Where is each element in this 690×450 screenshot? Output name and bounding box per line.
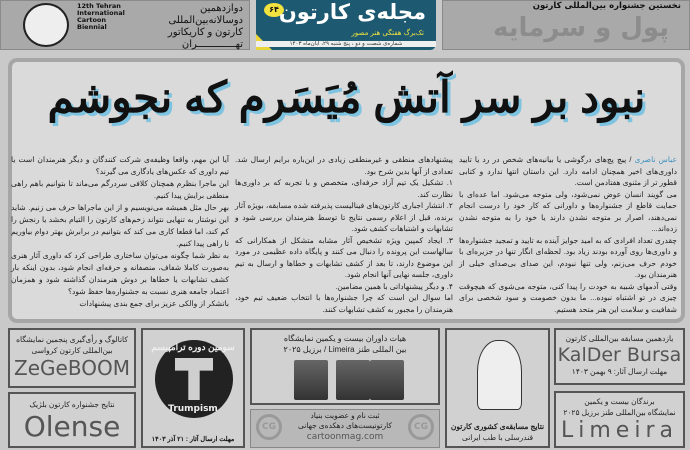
magazine-name: مجله‌ی کارتون — [278, 0, 426, 24]
ad-deadline: مهلت ارسال آثار: ۹ بهمن ۱۴۰۳ — [571, 367, 668, 376]
ad-national[interactable] — [445, 328, 550, 448]
doctor-cartoon-icon — [477, 340, 522, 410]
ad-text: برندگان بیست و یکمین — [584, 397, 655, 406]
paragraph: ۳. ایجاد کمپین ویژه تشخیص آثار مشابه متشکل از همکارانی که سالهاست این پرونده را دنبال می کنند و پایگاه داده عظیمی در مورد این موضوع دارند، تا بعد از کشف تشابهات و خطاها و ارسال به تیم داوری، جلسه نهایی آنها انجام شود. — [235, 235, 453, 279]
ad-text: هیات داوران بیست و یکمین نمایشگاه — [283, 334, 407, 343]
ad-title: Limeira — [561, 418, 678, 443]
ad-olense[interactable] — [8, 392, 136, 448]
ad-text: نتایج جشنواره کارتون بلژیک — [29, 400, 115, 409]
paragraph: می گویند انسان عوض نمی‌شود، ولی متوجه می‌شود. اما عده‌ای با حمایت قاطع از جشنواره‌ها و داورانی که کار خود را درست انجام نمی‌دهند، اصرار بر متوجه نشدن دارند یا خود را به متوجه نشدن زده‌اند... — [459, 189, 677, 233]
ad-text: کاتالوگ و رأی‌گیری پنجمین نمایشگاه — [16, 335, 128, 344]
paragraph: بهر حال مثل همیشه می‌نویسیم و از این ماجراها حرف می زنیم. شاید این نوشتار به تنهایی نتواند زخم‌های کارتون را التیام بخشد یا رنجش را کم کند، اما قطعا کاری می کند که بتوانیم در برابرش بهتر دوام بیاوریم تا راهی پیدا کنیم. — [11, 203, 229, 248]
article-column-right — [459, 154, 677, 315]
jury-photo — [294, 360, 328, 400]
jury-photo — [370, 360, 404, 400]
paragraph: ۱. تشکیل یک تیم آزاد حرفه‌ای، متخصص و با تجربه که بر داوری‌ها نظارت کند. — [235, 178, 453, 199]
paragraph: به نظر شما چگونه می‌توان ساختاری طراحی کرد که داوری آثار هنری به‌صورت کاملا شفاف، منصفانه و حرفه‌ای انجام شود، بدون اینکه بار کشف تشابهات یا خطاها بر دوش هنرمندان گذاشته شود و همزمان اعتماد جامعه هنری نسبت به جشنواره‌ها حفظ شود؟ — [11, 251, 229, 296]
paragraph-text: / پیچ پچ‌های درگوشی یا بیانیه‌های شخص در رد یا تایید داوری‌های اخیر همچنان ادامه دارد. این داستان انتها ندارد و کتابی قطور تر از مثنوی هفتادمن است. — [459, 155, 677, 187]
ad-text: یازدهمین مسابقه بین‌المللی کارتون — [565, 334, 674, 343]
jury-photo — [336, 360, 370, 400]
ad-title: Trumpism — [168, 404, 218, 414]
paragraph: ۲. انتشار اجباری کارتون‌های فینالیست پذیرفته شده مسابقه، بویژه آثار برنده، قبل از اعلام رسمی نتایج تا توسط هنرمندان بررسی شود و تشابهات و اشتباهات کشف شود. — [235, 201, 453, 233]
magazine-logo — [256, 0, 436, 50]
biennial-line: دوسالانه‌بین‌المللی — [168, 15, 243, 26]
ad-text: نتایج مسابقه‌ی کشوری کارتون — [450, 422, 545, 431]
paragraph: باتشکر از والکی عزیز برای جمع بندی پیشنهادات — [79, 299, 229, 308]
site-link[interactable]: cartoonmag.com — [306, 432, 384, 442]
biennial-banner[interactable] — [0, 0, 250, 50]
cg-logo-icon: CG — [408, 414, 434, 440]
ad-limeira[interactable] — [554, 391, 685, 448]
ad-trumpism[interactable] — [141, 328, 245, 448]
pool-subtitle: نخستین جشنواره بین‌المللی کارتون — [532, 1, 681, 11]
article-panel — [8, 58, 685, 323]
ad-cartoonmag[interactable] — [250, 409, 440, 448]
ad-deadline: مهلت ارسال آثار : ۲۱ آذر ۱۴۰۳ — [151, 436, 235, 443]
paragraph: وقتی آدمهای شبیه به خودت را پیدا کنی، متوجه می‌شوی که هیچوقت چیزی در تو اشتباه نبوده... ما بدون خصومت و سود شخصی برای شفافیت و سلامت این هنر متحد هستیم. — [459, 281, 677, 314]
paragraph: ۴. و دیگر پیشنهاداتی با همین مضامین. — [335, 281, 453, 291]
author-name: عباس ناصری — [634, 155, 677, 164]
issue-date: شماره‌ی شصت و دو ، پنج شنبه ۲۹، آبان‌ماه ۱۴۰۳ — [256, 41, 436, 47]
ad-text: قندرسلی با طب ایرانی — [461, 433, 534, 442]
ad-jury[interactable] — [250, 328, 440, 405]
pool-title: پول و سرمایه — [492, 13, 669, 43]
article-column-left — [11, 154, 229, 310]
ad-kalder[interactable] — [554, 328, 685, 385]
paragraph: آیا این مهم، واقعا وظیفه‌ی شرکت کنندگان و دیگر هنرمندان است یا تیم داوری که عکس‌های یادگاری می گیرند؟ — [11, 155, 229, 176]
paragraph: اما سوال این است که چرا جشنواره‌ها با انتخاب ضعیف تیم خود، هنرمندان را مجبور به کشف تشابهات کنند. — [235, 293, 453, 314]
biennial-english: 12th Tehran International Cartoon Biennial — [77, 2, 125, 31]
ad-text: بین المللی طنز Limeira / برزیل ۲۰۲۵ — [283, 345, 407, 354]
ad-zegeboom[interactable] — [8, 328, 136, 388]
ad-text: بین‌المللی کارتون کرواسی — [31, 346, 113, 355]
ad-text: نمایشگاه بین‌المللی طنز برزیل ۲۰۲۵ — [563, 408, 676, 417]
biennial-persian — [168, 3, 243, 51]
paragraph — [459, 154, 677, 189]
biennial-line: کارتون و کاریکاتور — [167, 27, 243, 38]
article-column-middle — [235, 154, 453, 315]
ad-title: KalDer Bursa — [557, 344, 682, 366]
ad-text: سومین دوره ترامپیسم — [151, 342, 235, 352]
ad-text: ثبت نام و عضویت بنیاد — [310, 411, 380, 420]
paragraph: چقدری تعداد افرادی که به امید جوایز آینده به تایید و تمجید جشنواره‌ها و داوری‌ها روی آورده بودند زیاد بود. لحظه‌ای انگار تنها در جزیره‌ای با خودم حرف می‌زنم، ولی تنها نبودم، این صدای بی‌صدای خیلی از هنرمندان بود. — [459, 235, 677, 279]
cartoonmag-text — [287, 411, 403, 443]
pool-banner[interactable] — [442, 0, 690, 50]
magazine-tagline: تک‌برگ هفتگی هنر مصور — [351, 29, 424, 37]
paragraph: این ماجرا بنظرم همچنان کلافی سردرگم می‌ماند تا بتوانیم باهم راهی منطقی برایش پیدا کنیم. — [11, 179, 229, 200]
issue-number: ۶۴ — [264, 3, 284, 17]
cg-logo-icon: CG — [256, 414, 282, 440]
ad-title: ZeGeBOOM — [14, 356, 130, 380]
headline: نبود بر سر آتش مُیَسَرم که نجوشم — [47, 74, 646, 122]
clock-cartoon-icon — [23, 3, 69, 47]
ad-text: کارتونیست‌های دهکده‌ی جهانی — [297, 421, 392, 430]
paragraph: پیشنهادهای منطقی و غیرمنطقی زیادی در این‌باره برایم ارسال شد. تعدادی از آنها بدین شرح بود. — [235, 155, 453, 176]
biennial-line: دوازدهمین — [199, 3, 243, 14]
biennial-line: تهـــــــــــــران — [181, 39, 243, 50]
ad-title: Olense — [23, 410, 121, 443]
